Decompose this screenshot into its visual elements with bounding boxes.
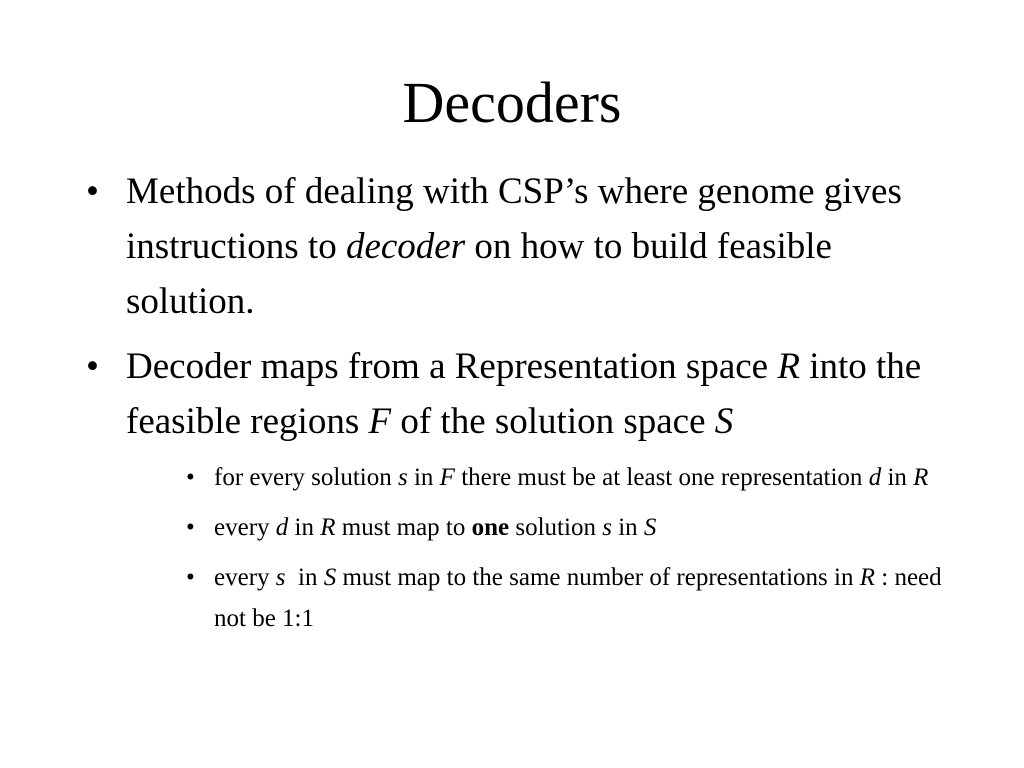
sub-bullet-list — [86, 457, 946, 639]
sub-bullet-text: : need not be 1:1 — [214, 564, 942, 632]
slide-title: Decoders — [402, 70, 622, 135]
sub-bullet-text: every — [214, 514, 276, 541]
sub-bullet-text: in — [881, 464, 914, 491]
math-symbol: s — [275, 564, 286, 591]
bullet-text: of the solution space — [391, 401, 715, 442]
sub-bullet-text: solution — [509, 514, 603, 541]
sub-bullet-text: in — [407, 464, 440, 491]
math-symbol: d — [868, 464, 882, 491]
sub-bullet-text: must map to the same number of representations in — [336, 564, 860, 591]
bullet-text: Decoder maps from a Representation space — [126, 346, 778, 387]
math-symbol: F — [439, 464, 455, 491]
sub-bullet-every-d — [86, 507, 946, 548]
math-symbol: d — [275, 514, 289, 541]
bullet-decoder-maps — [86, 339, 946, 449]
math-symbol: F — [368, 401, 392, 442]
sub-bullet-text: must map to — [335, 514, 472, 541]
bold-emphasis: one — [471, 514, 510, 541]
sub-bullet-every-s — [86, 557, 946, 639]
math-symbol: s — [397, 464, 408, 491]
math-symbol: R — [913, 464, 929, 491]
math-symbol: S — [323, 564, 337, 591]
math-symbol: s — [602, 514, 612, 541]
sub-bullet-text: every — [214, 564, 276, 591]
sub-bullet-text: in — [288, 514, 321, 541]
bullet-text: into the feasible regions — [126, 346, 922, 442]
sub-bullet-dot: • — [186, 464, 195, 491]
sub-bullet-text: there must be at least one representation — [454, 464, 869, 491]
sub-bullet-dot: • — [186, 514, 195, 541]
math-symbol: R — [859, 564, 875, 591]
bullet-dot: • — [86, 346, 99, 387]
bullet-dot: • — [86, 171, 99, 212]
math-symbol: S — [714, 401, 734, 442]
sub-bullet-text: in — [285, 564, 324, 591]
bullet-text: on how to build feasible solution. — [126, 226, 832, 322]
math-symbol: R — [320, 514, 336, 541]
sub-bullet-text: in — [611, 514, 644, 541]
bullet-text: Methods of dealing with CSP’s where genome gives instructions to — [126, 171, 902, 267]
bullet-decoder-methods — [86, 164, 946, 329]
math-symbol: R — [777, 346, 800, 387]
bullet-emphasis: decoder — [345, 226, 466, 267]
sub-bullet-text: for every solution — [214, 464, 398, 491]
sub-bullet-every-solution — [86, 457, 946, 498]
sub-bullet-group — [86, 457, 946, 639]
bullet-list — [86, 164, 946, 648]
math-symbol: S — [643, 514, 657, 541]
sub-bullet-dot: • — [186, 564, 195, 591]
